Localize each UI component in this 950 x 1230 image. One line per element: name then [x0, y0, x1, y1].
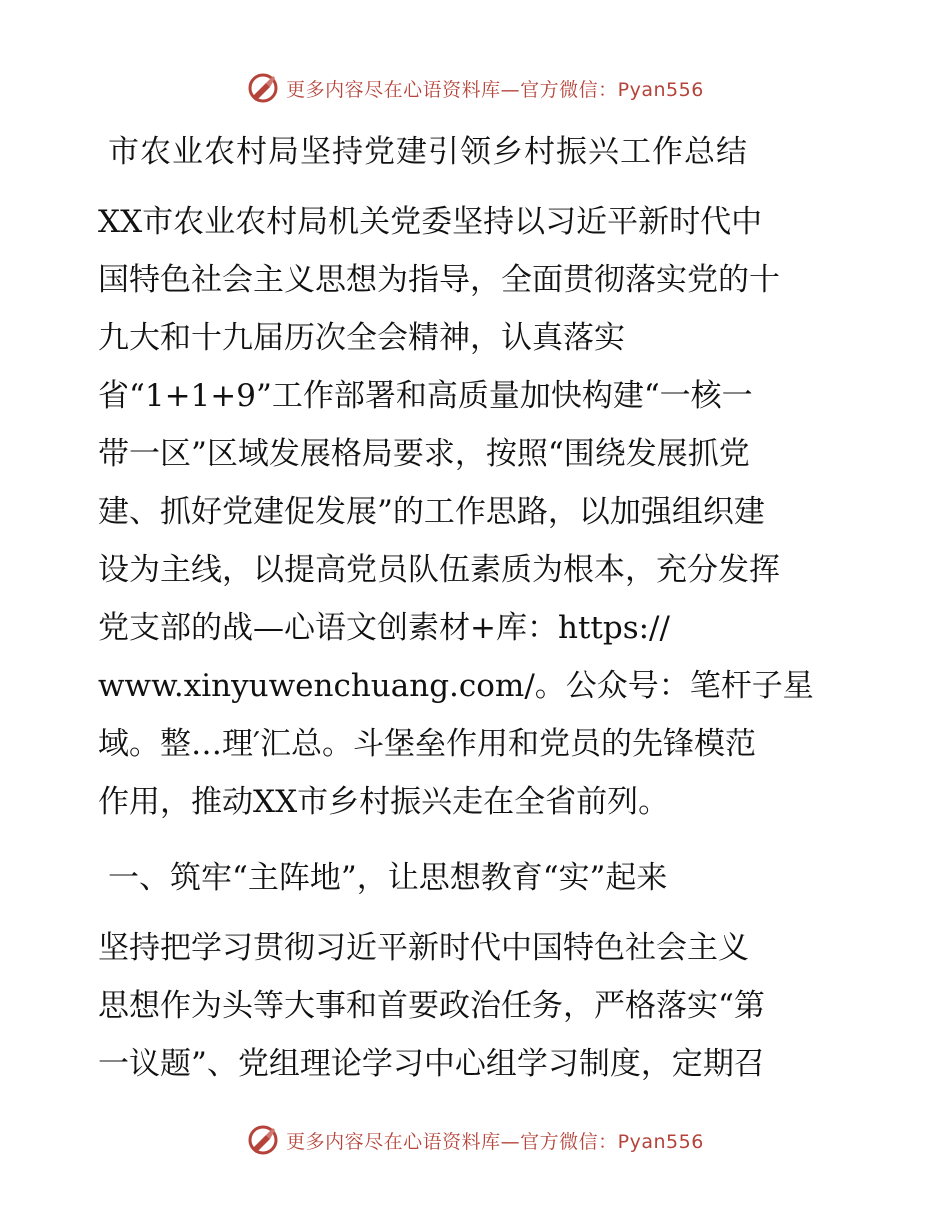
text-line: 建、抓好党建促发展”的工作思路，以加强组织建 — [98, 494, 765, 530]
text-line: 坚持把学习贯彻习近平新时代中国特色社会主义 — [98, 930, 749, 966]
document-title: 市农业农村局坚持党建引领乡村振兴工作总结 — [108, 134, 748, 170]
text-line: 九大和十九届历次全会精神，认真落实 — [98, 320, 625, 356]
text-line: 带一区”区域发展格局要求，按照“围绕发展抓党 — [98, 436, 750, 472]
paragraph-section-1 — [98, 919, 858, 1093]
text-line: 思想作为头等大事和首要政治任务，严格落实“第 — [98, 988, 765, 1024]
footer-watermark-banner — [0, 1120, 950, 1160]
header-watermark-banner — [0, 68, 950, 108]
footer-banner-text: 更多内容尽在心语资料库—官方微信：Pyan556 — [286, 1130, 704, 1153]
text-line: 设为主线，以提高党员队伍素质为根本，充分发挥 — [98, 552, 780, 588]
header-banner-text: 更多内容尽在心语资料库—官方微信：Pyan556 — [286, 78, 704, 101]
text-line: 作用，推动XX市乡村振兴走在全省前列。 — [98, 784, 670, 820]
text-line: 党支部的战—心语文创素材+库：https:// — [98, 610, 670, 646]
text-line: XX市农业农村局机关党委坚持以习近平新时代中 — [98, 204, 763, 240]
text-line: 一议题”、党组理论学习中心组学习制度，定期召 — [98, 1046, 765, 1082]
pen-logo-icon — [246, 1123, 280, 1157]
paragraph-intro — [98, 193, 858, 831]
text-line: www.xinyuwenchuang.com/。公众号：笔杆子星 — [98, 668, 814, 704]
text-line: 国特色社会主义思想为指导，全面贯彻落实党的十 — [98, 262, 780, 298]
text-line: 省“1+1+9”工作部署和高质量加快构建“一核一 — [98, 378, 753, 414]
pen-logo-icon — [246, 71, 280, 105]
section-heading-1: 一、筑牢“主阵地”，让思想教育“实”起来 — [108, 860, 668, 896]
text-line: 域。整…理′汇总。斗堡垒作用和党员的先锋模范 — [98, 726, 757, 762]
